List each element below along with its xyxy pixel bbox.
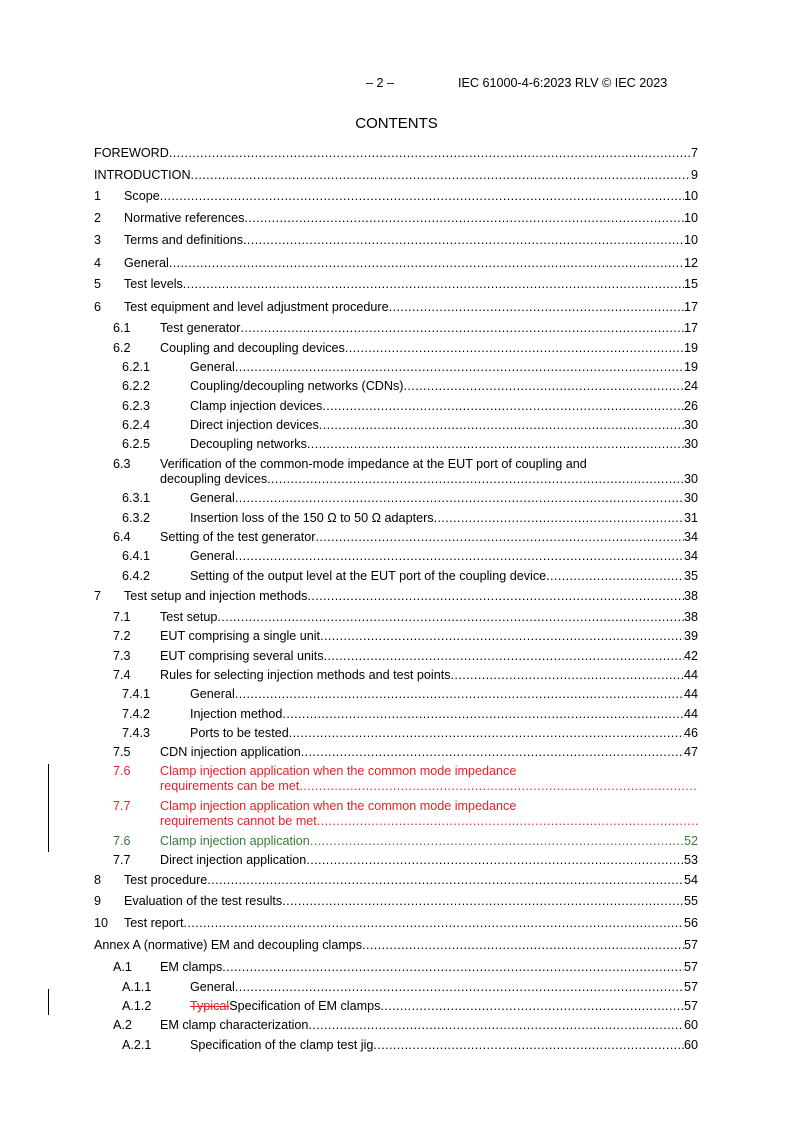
toc-entry-number: 7.7 bbox=[113, 853, 131, 867]
dot-leader bbox=[160, 188, 684, 204]
dot-leader bbox=[235, 548, 684, 564]
toc-entry-title: Direct injection devices bbox=[190, 418, 319, 432]
toc-entry-number: 1 bbox=[94, 189, 102, 203]
toc-entry[interactable] bbox=[94, 1037, 698, 1053]
toc-entry-title: requirements can be met bbox=[160, 779, 300, 793]
dot-leader bbox=[222, 959, 684, 975]
toc-entry-page: 38 bbox=[683, 610, 698, 624]
toc-entry-page: 60 bbox=[683, 1018, 698, 1032]
toc-entry[interactable] bbox=[94, 706, 698, 722]
toc-entry-title: General bbox=[124, 256, 169, 270]
dot-leader bbox=[191, 167, 691, 183]
toc-entry-page: 57 bbox=[683, 980, 698, 994]
toc-entry-title: General bbox=[190, 687, 235, 701]
toc-entry-number: 6.2.4 bbox=[122, 418, 151, 432]
toc-entry[interactable] bbox=[94, 998, 698, 1014]
toc-entry-page: 30 bbox=[683, 437, 698, 451]
toc-entry-page: 53 bbox=[683, 853, 698, 867]
toc-entry-number: 7.4.2 bbox=[122, 707, 151, 721]
toc-entry-title: Test procedure bbox=[124, 873, 208, 887]
dot-leader bbox=[267, 471, 684, 487]
toc-entry-number: 10 bbox=[94, 916, 109, 930]
toc-entry-page: 10 bbox=[683, 233, 698, 247]
toc-entry[interactable] bbox=[94, 276, 698, 292]
toc-entry[interactable] bbox=[94, 833, 698, 849]
toc-entry-number: A.2.1 bbox=[122, 1038, 152, 1052]
toc-entry[interactable] bbox=[94, 568, 698, 584]
dot-leader bbox=[282, 893, 684, 909]
toc-entry-number: 6.4.1 bbox=[122, 549, 151, 563]
toc-entry-number: 6.3.1 bbox=[122, 491, 151, 505]
toc-entry-title: EUT comprising a single unit bbox=[160, 629, 321, 643]
toc-entry-number: 6.4.2 bbox=[122, 569, 151, 583]
toc-entry-title: Setting of the output level at the EUT port of the coupling device bbox=[190, 569, 547, 583]
toc-entry-title: Normative references bbox=[124, 211, 245, 225]
toc-entry[interactable] bbox=[94, 872, 698, 888]
toc-entry-number: 7.6 bbox=[113, 834, 131, 848]
toc-entry-title: Clamp injection devices bbox=[190, 399, 323, 413]
toc-entry[interactable] bbox=[94, 686, 698, 702]
toc-entry-number: 6.2.5 bbox=[122, 437, 151, 451]
toc-entry-number: 7.2 bbox=[113, 629, 131, 643]
dot-leader bbox=[320, 628, 684, 644]
toc-entry-title: Specification of EM clamps bbox=[229, 999, 381, 1013]
toc-entry-number: 7.4.1 bbox=[122, 687, 151, 701]
toc-entry-number: 6.3 bbox=[113, 457, 131, 471]
toc-entry[interactable] bbox=[94, 490, 698, 506]
toc-entry-page: 44 bbox=[683, 687, 698, 701]
toc-entry-title: INTRODUCTION bbox=[94, 168, 191, 182]
toc-entry-page: 17 bbox=[683, 300, 698, 314]
toc-entry-number: 7.3 bbox=[113, 649, 131, 663]
toc-entry-title: General bbox=[190, 360, 235, 374]
toc-entry-number: 8 bbox=[94, 873, 102, 887]
toc-entry-title: EM clamp characterization bbox=[160, 1018, 309, 1032]
toc-entry-page: 26 bbox=[683, 399, 698, 413]
toc-entry[interactable] bbox=[94, 456, 698, 486]
toc-entry-title: Decoupling networks bbox=[190, 437, 307, 451]
toc-entry-page: 17 bbox=[683, 321, 698, 335]
toc-entry[interactable] bbox=[94, 359, 698, 375]
toc-entry-number: 6.3.2 bbox=[122, 511, 151, 525]
toc-entry-page: 60 bbox=[683, 1038, 698, 1052]
dot-leader bbox=[169, 145, 691, 161]
toc-entry[interactable] bbox=[94, 798, 698, 828]
toc-entry-title: decoupling devices bbox=[160, 472, 268, 486]
toc-entry-number: 7.5 bbox=[113, 745, 131, 759]
dot-leader bbox=[451, 667, 684, 683]
standard-header: IEC 61000-4-6:2023 RLV © IEC 2023 bbox=[458, 76, 668, 90]
toc-entry-number: 3 bbox=[94, 233, 102, 247]
toc-entry-page: 56 bbox=[683, 916, 698, 930]
dot-leader bbox=[235, 490, 684, 506]
dot-leader bbox=[299, 778, 698, 794]
toc-entry[interactable] bbox=[94, 232, 698, 248]
toc-entry-page: 47 bbox=[683, 745, 698, 759]
dot-leader bbox=[315, 529, 684, 545]
toc-entry[interactable] bbox=[94, 548, 698, 564]
toc-entry-page: 57 bbox=[683, 960, 698, 974]
toc-entry-page: 55 bbox=[683, 894, 698, 908]
toc-entry[interactable] bbox=[94, 340, 698, 356]
toc-entry-title: Setting of the test generator bbox=[160, 530, 316, 544]
toc-entry-title: Ports to be tested bbox=[190, 726, 289, 740]
toc-entry[interactable] bbox=[94, 852, 698, 868]
toc-entry-title: Rules for selecting injection methods and test points bbox=[160, 668, 451, 682]
dot-leader bbox=[184, 915, 684, 931]
toc-entry-number: 6.2.2 bbox=[122, 379, 151, 393]
toc-entry-title: Clamp injection application when the common mode impedance bbox=[160, 764, 517, 778]
toc-entry[interactable] bbox=[94, 398, 698, 414]
toc-entry[interactable] bbox=[94, 378, 698, 394]
toc-entry-title: Direct injection application bbox=[160, 853, 307, 867]
toc-entry[interactable] bbox=[94, 529, 698, 545]
dot-leader bbox=[322, 398, 684, 414]
toc-entry-number: 7.6 bbox=[113, 764, 131, 778]
toc-entry-title: Test generator bbox=[160, 321, 241, 335]
toc-entry-page: 15 bbox=[683, 277, 698, 291]
toc-entry[interactable] bbox=[94, 299, 698, 315]
toc-entry-title: Injection method bbox=[190, 707, 283, 721]
toc-entry-page: 30 bbox=[683, 418, 698, 432]
toc-entry[interactable] bbox=[94, 320, 698, 336]
toc-entry-page: 30 bbox=[683, 491, 698, 505]
dot-leader bbox=[244, 210, 684, 226]
toc-entry[interactable] bbox=[94, 210, 698, 226]
toc-entry-page: 54 bbox=[683, 873, 698, 887]
toc-entry-title: EM clamps bbox=[160, 960, 223, 974]
toc-entry-number: A.2 bbox=[113, 1018, 132, 1032]
toc-entry-page: 9 bbox=[690, 168, 698, 182]
toc-entry-page: 42 bbox=[683, 649, 698, 663]
toc-entry-page: 12 bbox=[683, 256, 698, 270]
dot-leader bbox=[546, 568, 684, 584]
deleted-text: Typical bbox=[190, 999, 230, 1013]
toc-entry-number: 7.4 bbox=[113, 668, 131, 682]
toc-entry-number: 6.1 bbox=[113, 321, 131, 335]
toc-entry-page: 44 bbox=[683, 668, 698, 682]
toc-entry-page: 46 bbox=[683, 726, 698, 740]
toc-entry[interactable] bbox=[94, 588, 698, 604]
toc-entry-title: General bbox=[190, 491, 235, 505]
contents-title: CONTENTS bbox=[355, 115, 438, 132]
toc-entry-page: 38 bbox=[683, 589, 698, 603]
toc-entry[interactable] bbox=[94, 436, 698, 452]
dot-leader bbox=[217, 609, 684, 625]
change-bar bbox=[48, 764, 49, 852]
toc-entry-number: 4 bbox=[94, 256, 102, 270]
dot-leader bbox=[308, 1017, 684, 1033]
toc-entry-number: 6.2.3 bbox=[122, 399, 151, 413]
toc-entry[interactable] bbox=[94, 763, 698, 793]
toc-entry[interactable] bbox=[94, 915, 698, 931]
toc-entry-page: 19 bbox=[683, 360, 698, 374]
toc-entry-title: requirements cannot be met bbox=[160, 814, 317, 828]
toc-entry[interactable] bbox=[94, 167, 698, 183]
dot-leader bbox=[324, 648, 684, 664]
toc-entry-title: Specification of the clamp test jig bbox=[190, 1038, 374, 1052]
toc-entry-page: 10 bbox=[683, 211, 698, 225]
toc-entry-number: 6.2.1 bbox=[122, 360, 151, 374]
toc-entry-page: 30 bbox=[683, 472, 698, 486]
dot-leader bbox=[289, 725, 684, 741]
change-bar bbox=[48, 989, 49, 1015]
toc-entry-number: 6.4 bbox=[113, 530, 131, 544]
toc-entry[interactable] bbox=[94, 628, 698, 644]
toc-entry-number: 6 bbox=[94, 300, 102, 314]
dot-leader bbox=[362, 937, 684, 953]
toc-entry-number: A.1.1 bbox=[122, 980, 152, 994]
toc-entry-number: A.1 bbox=[113, 960, 132, 974]
dot-leader bbox=[389, 299, 684, 315]
toc-entry[interactable] bbox=[94, 959, 698, 975]
toc-entry-page: 10 bbox=[683, 189, 698, 203]
toc-entry[interactable] bbox=[94, 145, 698, 161]
toc-entry[interactable] bbox=[94, 667, 698, 683]
toc-entry-page: 57 bbox=[683, 938, 698, 952]
dot-leader bbox=[306, 852, 684, 868]
toc-entry-page: 52 bbox=[683, 834, 698, 848]
toc-entry[interactable] bbox=[94, 648, 698, 664]
toc-entry-page: 34 bbox=[683, 549, 698, 563]
dot-leader bbox=[373, 1037, 684, 1053]
dot-leader bbox=[319, 417, 684, 433]
toc-entry-title: Coupling and decoupling devices bbox=[160, 341, 345, 355]
toc-entry-title: Clamp injection application bbox=[160, 834, 310, 848]
dot-leader bbox=[183, 276, 684, 292]
dot-leader bbox=[380, 998, 684, 1014]
dot-leader bbox=[317, 813, 698, 829]
toc-entry-number: 2 bbox=[94, 211, 102, 225]
toc-entry-title: Annex A (normative) EM and decoupling clamps bbox=[94, 938, 363, 952]
toc-entry-title: CDN injection application bbox=[160, 745, 301, 759]
toc-entry-number: 9 bbox=[94, 894, 102, 908]
dot-leader bbox=[310, 833, 684, 849]
toc-entry[interactable] bbox=[94, 188, 698, 204]
toc-entry-title: FOREWORD bbox=[94, 146, 169, 160]
dot-leader bbox=[301, 744, 684, 760]
toc-entry-title: General bbox=[190, 549, 235, 563]
toc-entry-page: 35 bbox=[683, 569, 698, 583]
toc-entry-title: Insertion loss of the 150 Ω to 50 Ω adapters bbox=[190, 511, 434, 525]
toc-entry-page: 31 bbox=[683, 511, 698, 525]
toc-entry-title: Test equipment and level adjustment procedure bbox=[124, 300, 389, 314]
toc-entry[interactable] bbox=[94, 1017, 698, 1033]
toc-entry-page: 19 bbox=[683, 341, 698, 355]
toc-entry-number: A.1.2 bbox=[122, 999, 152, 1013]
toc-entry-page: 44 bbox=[683, 707, 698, 721]
toc-entry[interactable] bbox=[94, 937, 698, 953]
dot-leader bbox=[307, 588, 684, 604]
toc-entry-title: Test report bbox=[124, 916, 184, 930]
toc-entry[interactable] bbox=[94, 893, 698, 909]
dot-leader bbox=[404, 378, 684, 394]
toc-entry-title: Verification of the common-mode impedance at the EUT port of coupling and bbox=[160, 457, 587, 471]
toc-entry-title: Test setup bbox=[160, 610, 218, 624]
dot-leader bbox=[243, 232, 684, 248]
toc-entry-title: Terms and definitions bbox=[124, 233, 244, 247]
toc-entry-page: 39 bbox=[683, 629, 698, 643]
toc-entry-number: 7 bbox=[94, 589, 102, 603]
toc-entry[interactable] bbox=[94, 609, 698, 625]
toc-entry-title: Scope bbox=[124, 189, 160, 203]
dot-leader bbox=[207, 872, 684, 888]
toc-entry-page: 34 bbox=[683, 530, 698, 544]
page-number: – 2 – bbox=[366, 76, 395, 90]
dot-leader bbox=[235, 359, 684, 375]
toc-entry-title: Test levels bbox=[124, 277, 183, 291]
dot-leader bbox=[235, 979, 684, 995]
toc-entry-number: 7.4.3 bbox=[122, 726, 151, 740]
toc-entry-title: Clamp injection application when the common mode impedance bbox=[160, 799, 517, 813]
dot-leader bbox=[235, 686, 684, 702]
toc-entry-title: Coupling/decoupling networks (CDNs) bbox=[190, 379, 404, 393]
dot-leader bbox=[169, 255, 684, 271]
toc-entry-number: 6.2 bbox=[113, 341, 131, 355]
toc-entry-number: 7.7 bbox=[113, 799, 131, 813]
dot-leader bbox=[241, 320, 684, 336]
dot-leader bbox=[307, 436, 684, 452]
toc-entry-page: 7 bbox=[690, 146, 698, 160]
toc-entry-page: 24 bbox=[683, 379, 698, 393]
toc-entry[interactable] bbox=[94, 417, 698, 433]
toc-entry-title: General bbox=[190, 980, 235, 994]
toc-entry[interactable] bbox=[94, 979, 698, 995]
toc-entry-title: EUT comprising several units bbox=[160, 649, 324, 663]
toc-entry-title: Evaluation of the test results bbox=[124, 894, 283, 908]
toc-entry-number: 7.1 bbox=[113, 610, 131, 624]
dot-leader bbox=[434, 510, 684, 526]
toc-entry-title: Test setup and injection methods bbox=[124, 589, 308, 603]
toc-entry-page: 57 bbox=[683, 999, 698, 1013]
toc-entry[interactable] bbox=[94, 255, 698, 271]
toc-entry-number: 5 bbox=[94, 277, 102, 291]
toc-entry[interactable] bbox=[94, 725, 698, 741]
toc-entry[interactable] bbox=[94, 744, 698, 760]
dot-leader bbox=[345, 340, 684, 356]
dot-leader bbox=[282, 706, 684, 722]
toc-entry[interactable] bbox=[94, 510, 698, 526]
